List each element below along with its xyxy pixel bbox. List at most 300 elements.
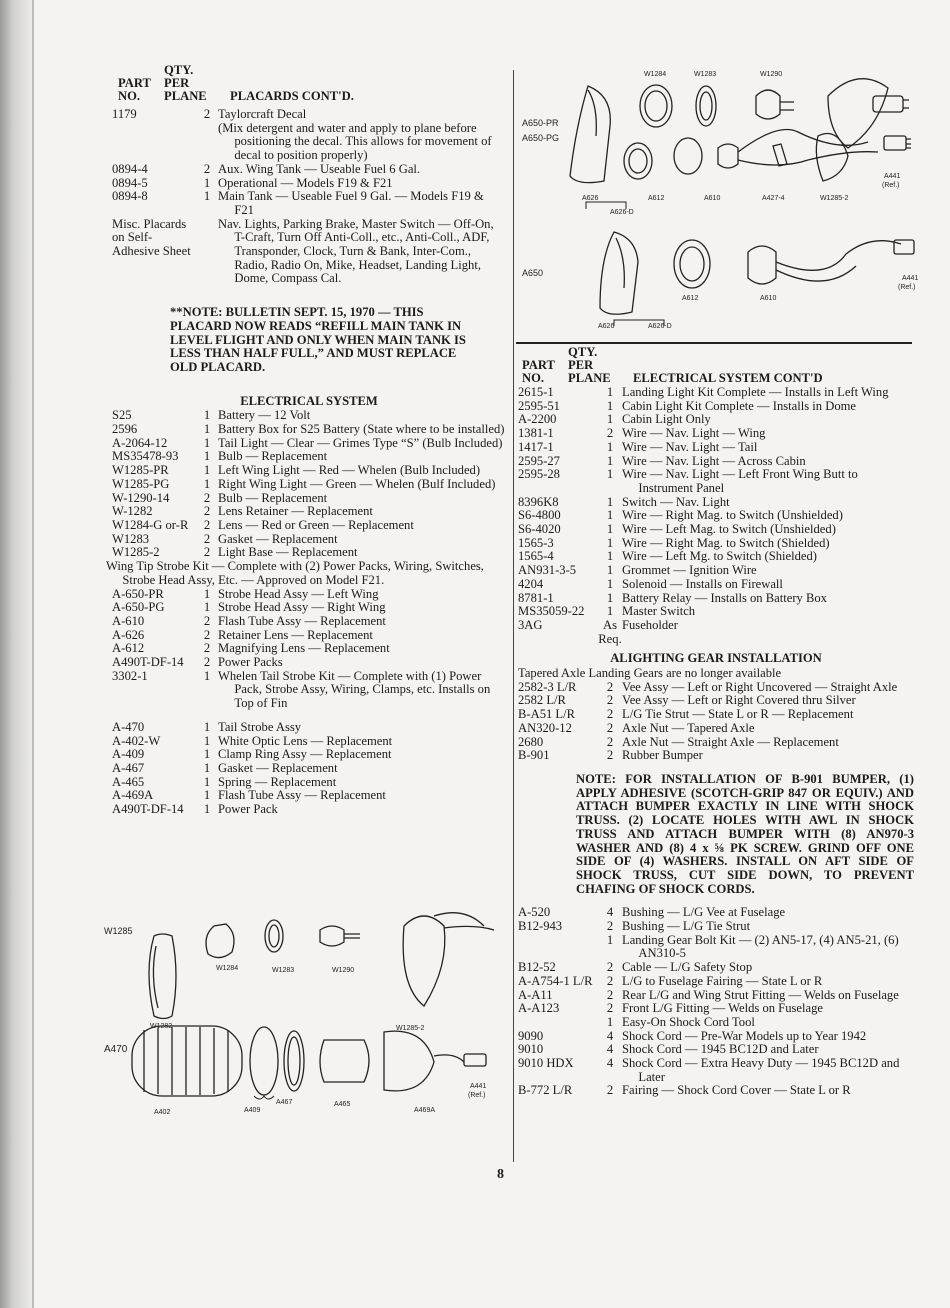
electrical-cont-list [518,386,914,646]
part-row [112,601,506,615]
strobe-head-diagram [518,222,919,336]
quantity: 1 [203,760,211,775]
part-row [112,670,506,711]
part-row [518,1030,914,1044]
bumper-note: NOTE: FOR INSTALLATION OF B-901 BUMPER, (1) APPLY ADHESIVE (SCOTCH-GRIP 847 OR EQUIV.) AND ATTACH BUMPER EXACTLY IN LINE WITH SHOCK TRUSS. (2) LOCATE HOLES WITH AWL IN SHOCK TRUSS AND ATTACH BUMPER WITH (8) AN970-3 WASHER AND (8) 4 x ⅝ PK SCREW. GRIND OFF ONE SIDE OF (4) WASHERS. INSTALL ON AFT SIDE OF SHOCK TRUSS, CUT SIDE DOWN, TO PREVENT CHAFING OF SHOCK CORDS. [576,771,914,896]
label-a427-4: A427-4 [762,195,785,202]
label-a610: A610 [704,195,721,202]
tail-list [112,721,506,817]
part-row [518,441,914,455]
part-number: 2680 [518,734,544,749]
part-row [518,619,914,646]
part-number: B12-943 [518,919,563,934]
part-row [112,642,506,656]
quantity: 4 [606,1056,614,1071]
part-description: Rubber Bumper [622,748,703,763]
label-a626: A626 [582,195,599,202]
label-ref: (Ref.) [882,182,900,189]
part-description: Rear L/G and Wing Strut Fitting — Welds on Fuselage [622,987,899,1002]
label-a612: A612 [648,195,665,202]
label-w1290: W1290 [332,967,355,974]
part-description: Lens Retainer — Replacement [218,504,373,519]
part-number: 0894-5 [112,175,148,190]
part-description: Bushing — L/G Tie Strut [622,919,751,934]
part-number: S25 [112,408,132,423]
quantity: 1 [606,385,614,399]
quantity: 1 [606,1014,614,1029]
quantity: 1 [203,774,211,789]
part-row [112,721,506,735]
label-w1285-2: W1285-2 [396,1025,425,1032]
part-row [518,496,914,510]
label-w1282: W1282 [150,1023,173,1030]
part-description: Bulb — Replacement [218,490,328,505]
quantity: 1 [606,453,614,468]
part-description: Fuseholder [622,617,678,632]
label-a402: A402 [154,1109,171,1116]
quantity: 2 [606,1001,614,1016]
part-row [518,592,914,606]
label-a465: A465 [334,1101,351,1108]
quantity: 1 [606,508,614,523]
gear-list-2 [518,906,914,1098]
part-description: Battery — 12 Volt [218,408,311,423]
part-number: A-612 [112,641,145,656]
quantity: 1 [606,412,614,427]
part-description: Landing Light Kit Complete — Installs in Left Wing [622,385,889,399]
part-description: Flash Tube Assy — Replacement [218,788,386,803]
per-header: PER [568,358,594,372]
label-a610: A610 [760,295,777,302]
part-row [112,629,506,643]
part-number: S6-4800 [518,508,561,523]
quantity: 2 [203,545,211,560]
part-description: Cable — L/G Safety Stop [622,960,753,975]
quantity: 1 [606,439,614,454]
right-column [518,346,914,1098]
part-number: A-520 [518,905,551,920]
quantity: 1 [203,422,211,437]
quantity: 2 [606,426,614,441]
part-description: Clamp Ring Assy — Replacement [218,747,392,762]
part-description: Grommet — Ignition Wire [622,563,757,578]
part-number: B-772 L/R [518,1083,573,1098]
quantity: 1 [606,604,614,619]
part-description: Cabin Light Only [622,412,711,427]
part-description: Switch — Nav. Light [622,494,730,509]
part-number: A-467 [112,760,145,775]
part-number: B-A51 L/R [518,707,576,722]
part-description: Main Tank — Useable Fuel 9 Gal. — Models F19 & F21 [218,189,484,217]
part-number: AN931-3-5 [518,563,577,578]
part-description: Flash Tube Assy — Replacement [218,613,386,628]
plane-header: PLANE [164,89,207,103]
quantity: 1 [203,175,211,190]
part-row [518,1016,914,1030]
tapered-axle-note: Tapered Axle Landing Gears are no longer available [518,666,782,681]
quantity: 1 [203,802,211,817]
part-description: Wire — Left Mag. to Switch (Unshielded) [622,522,836,537]
part-header: PART [118,76,151,90]
part-row [112,190,506,217]
right-column-header [518,346,914,386]
part-row [112,776,506,790]
part-number: 8781-1 [518,590,554,605]
electrical-title: ELECTRICAL SYSTEM [240,393,378,408]
quantity: 2 [203,655,211,670]
part-description: Power Packs [218,655,283,670]
part-description: Spring — Replacement [218,774,337,789]
quantity: 1 [606,522,614,537]
quantity: 1 [606,563,614,578]
part-description: Lens — Red or Green — Replacement [218,517,414,532]
page-number: 8 [497,1167,504,1182]
part-description: Magnifying Lens — Replacement [218,641,390,656]
label-a441: A441 [902,275,919,282]
left-column [106,63,506,817]
part-row [518,906,914,920]
part-row [112,615,506,629]
part-description: Wire — Nav. Light — Wing [622,426,766,441]
per-header: PER [164,76,190,90]
part-row [518,1084,914,1098]
quantity: 2 [203,613,211,628]
part-number: A490T-DF-14 [112,802,184,817]
part-number: A-650-PR [112,586,164,601]
part-description: Retainer Lens — Replacement [218,627,373,642]
part-number: 9090 [518,1028,544,1043]
quantity: 2 [606,973,614,988]
label-a626-d: A626-D [648,323,672,330]
part-number: 9010 [518,1042,544,1057]
quantity: 1 [606,467,614,482]
part-number: 3AG [518,617,543,632]
part-number: 1417-1 [518,439,554,454]
part-number: A-A123 [518,1001,560,1016]
part-number: 8396K8 [518,494,559,509]
quantity: 2 [606,720,614,735]
quantity: 1 [203,733,211,748]
part-row [518,564,914,578]
part-row [518,523,914,537]
left-column-header [112,64,506,104]
part-description: Tail Light — Clear — Grimes Type “S” (Bulb Included) [218,435,503,450]
quantity: 1 [203,600,211,615]
quantity: 1 [606,398,614,413]
part-row [518,961,914,975]
part-number: 2615-1 [518,385,554,399]
gear-list [518,681,914,763]
part-description: Vee Assy — Left or Right Covered thru Silver [622,693,856,708]
quantity: 2 [606,987,614,1002]
part-number: 2595-27 [518,453,560,468]
part-number: A-626 [112,627,145,642]
part-row [518,975,914,989]
quantity: 1 [606,590,614,605]
part-number: 2595-51 [518,398,560,413]
part-row [518,1043,914,1057]
label-w1284: W1284 [216,965,239,972]
part-number: 2596 [112,422,138,437]
part-row [518,681,914,695]
electrical-list [112,409,506,560]
quantity: 4 [606,1042,614,1057]
part-description: Front L/G Fitting — Welds on Fuselage [622,1001,823,1016]
part-number: 3302-1 [112,668,148,683]
qty-header: QTY. [568,345,598,359]
part-row [518,578,914,592]
quantity: 1 [606,549,614,564]
quantity: 1 [203,719,211,734]
part-row [112,437,506,451]
quantity: 2 [606,707,614,722]
part-row [112,803,506,817]
section-title: ELECTRICAL SYSTEM CONT'D [633,371,823,385]
part-description: Wire — Nav. Light — Tail [622,439,758,454]
part-number: W1285-PG [112,476,170,491]
part-number: Misc. Placards on Self-Adhesive Sheet [112,216,191,259]
no-header: NO. [118,89,141,103]
part-description: Vee Assy — Left or Right Uncovered — Straight Axle [622,679,898,694]
part-number: A-465 [112,774,145,789]
part-number: W-1282 [112,504,153,519]
part-row [518,550,914,564]
part-number: A-A754-1 L/R [518,973,593,988]
part-row [112,748,506,762]
part-row [112,423,506,437]
part-row [112,108,506,122]
quantity: 1 [203,788,211,803]
part-row [112,789,506,803]
part-row [518,537,914,551]
quantity: 1 [203,463,211,478]
part-row [112,546,506,560]
quantity: 2 [203,161,211,176]
quantity: 1 [203,189,211,204]
part-row [112,409,506,423]
part-row [112,492,506,506]
part-description: Solenoid — Installs on Firewall [622,576,783,591]
part-number: 1381-1 [518,426,554,441]
part-row [112,163,506,177]
part-number: B12-52 [518,960,556,975]
section-title: PLACARDS CONT'D. [230,89,354,103]
part-row [518,386,914,400]
part-number: A-2200 [518,412,557,427]
part-row [518,413,914,427]
quantity: 1 [606,535,614,550]
part-row [518,400,914,414]
quantity: 2 [606,679,614,694]
quantity: 1 [203,668,211,683]
label-ref: (Ref.) [898,284,916,291]
part-description: Fairing — Shock Cord Cover — State L or R [622,1083,851,1098]
label-a626: A626 [598,323,615,330]
part-description: Light Base — Replacement [218,545,358,560]
quantity: 2 [203,517,211,532]
part-row [518,694,914,708]
label-w1283: W1283 [694,71,717,78]
part-row [112,450,506,464]
part-description: Shock Cord — 1945 BC12D and Later [622,1042,819,1057]
quantity: 2 [203,641,211,656]
section-rule [516,342,912,344]
quantity: 1 [203,408,211,423]
part-row [112,533,506,547]
part-description: Strobe Head Assy — Right Wing [218,600,386,615]
part-row [518,455,914,469]
wing-tip-kit: Wing Tip Strobe Kit — Complete with (2) Power Packs, Wiring, Switches, Strobe Head Assy, Etc. — Approved on Model F21. [106,559,484,587]
part-number: 2595-28 [518,467,560,482]
no-header: NO. [522,371,545,385]
quantity: 1 [203,747,211,762]
part-row [112,505,506,519]
part-number: 9010 HDX [518,1056,574,1071]
part-number: 0894-8 [112,189,148,204]
label-w1290: W1290 [760,71,783,78]
part-row [518,509,914,523]
part-number: 1179 [112,107,137,121]
quantity: 2 [606,919,614,934]
quantity: As Req. [598,617,622,646]
label-w1284: W1284 [644,71,667,78]
part-number: A-470 [112,719,145,734]
part-description: Axle Nut — Tapered Axle [622,720,755,735]
label-a650-pr: A650-PR [522,118,559,128]
part-number: 4204 [518,576,544,591]
part-number: AN320-12 [518,720,572,735]
part-row [518,920,914,934]
column-divider [513,70,514,1162]
quantity: 4 [606,905,614,920]
label-a650-pg: A650-PG [522,133,560,143]
part-description: Aux. Wing Tank — Useable Fuel 6 Gal. [218,161,421,176]
part-row [112,478,506,492]
label-a467: A467 [276,1099,293,1106]
part-number: S6-4020 [518,522,561,537]
part-description: Bushing — L/G Vee at Fuselage [622,905,786,920]
quantity: 1 [606,932,614,947]
part-row [518,749,914,763]
part-description: Cabin Light Kit Complete — Installs in Dome [622,398,857,413]
part-number: W-1290-14 [112,490,170,505]
label-ref: (Ref.) [468,1092,486,1099]
part-number: A490T-DF-14 [112,655,184,670]
part-description: Wire — Nav. Light — Across Cabin [622,453,806,468]
part-description: Operational — Models F19 & F21 [218,175,393,190]
part-row [112,762,506,776]
part-number: A-2064-12 [112,435,168,450]
qty-header: QTY. [164,63,194,77]
part-row [518,934,914,961]
part-row [518,722,914,736]
quantity: 2 [203,107,211,121]
part-description: Bulb — Replacement [218,449,328,464]
part-number: W1283 [112,531,150,546]
alighting-title: ALIGHTING GEAR INSTALLATION [610,651,822,666]
part-description: Wire — Right Mag. to Switch (Unshielded) [622,508,843,523]
part-description: Easy-On Shock Cord Tool [622,1014,755,1029]
part-description: White Optic Lens — Replacement [218,733,393,748]
part-number: 0894-4 [112,161,148,176]
part-description: Nav. Lights, Parking Brake, Master Switch — Off-On, T-Craft, Turn Off Anti-Coll., etc., Anti-Coll., ADF, Transponder, Clock, Turn & Bank, Inter-Com., Radio, Radio On, Mike, Headset, Landing Light, Dome, Compass Cal. [218,216,494,286]
plane-header: PLANE [568,371,611,385]
part-description: Shock Cord — Extra Heavy Duty — 1945 BC12D and Later [622,1056,900,1084]
wing-light-exploded-diagram [518,66,914,216]
part-row [112,218,506,287]
part-number: W1284-G or-R [112,517,189,532]
part-row [112,177,506,191]
label-w1283: W1283 [272,967,295,974]
part-row [518,1057,914,1084]
part-row [518,989,914,1003]
quantity: 2 [606,960,614,975]
quantity: 1 [203,449,211,464]
part-row [518,736,914,750]
part-row [112,588,506,602]
part-description: Tail Strobe Assy [218,719,302,734]
placard-list [112,108,506,286]
part-description: Taylorcraft Decal [218,107,307,121]
label-a441: A441 [470,1083,487,1090]
quantity: 2 [606,734,614,749]
label-w1285: W1285 [104,926,133,936]
part-description: Master Switch [622,604,696,619]
part-row [112,122,506,163]
part-row [112,464,506,478]
part-description: Strobe Head Assy — Left Wing [218,586,379,601]
part-number: A-A11 [518,987,553,1002]
quantity: 1 [606,494,614,509]
part-header: PART [522,358,555,372]
part-row [518,708,914,722]
part-number: A-409 [112,747,145,762]
part-number: A-469A [112,788,154,803]
quantity: 1 [606,576,614,591]
part-number: A-402-W [112,733,161,748]
part-description: Wire — Nav. Light — Left Front Wing Butt to Instrument Panel [622,467,858,495]
strobe-list [112,588,506,711]
part-row [518,1002,914,1016]
quantity: 2 [203,627,211,642]
label-w1285-2: W1285-2 [820,195,849,202]
label-a469a: A469A [414,1107,436,1114]
label-a650: A650 [522,268,544,278]
part-row [518,427,914,441]
part-description: Battery Box for S25 Battery (State where to be installed) [218,422,505,437]
label-a470: A470 [104,1044,128,1055]
quantity: 2 [606,748,614,763]
part-number: A-650-PG [112,600,165,615]
quantity: 1 [203,435,211,450]
quantity: 2 [606,693,614,708]
part-row [518,468,914,495]
part-number: MS35478-93 [112,449,179,464]
part-description: Right Wing Light — Green — Whelen (Bulf Included) [218,476,496,491]
part-number: A-610 [112,613,145,628]
part-description: Shock Cord — Pre-War Models up to Year 1942 [622,1028,867,1043]
part-number: 2582-3 L/R [518,679,577,694]
part-row [112,735,506,749]
bulletin-note: **NOTE: BULLETIN SEPT. 15, 1970 — THIS PLACARD NOW READS “REFILL MAIN TANK IN LEVEL FLIGHT AND ONLY WHEN MAIN TANK IS LESS THAN HALF FULL,” AND MUST REPLACE OLD PLACARD. [170,305,466,374]
part-description: Gasket — Replacement [218,760,338,775]
part-number: W1285-2 [112,545,160,560]
quantity: 2 [203,531,211,546]
part-description: (Mix detergent and water and apply to plane before positioning the decal. This allows for movement of decal to position properly) [218,120,492,163]
quantity: 1 [203,476,211,491]
part-description: Whelen Tail Strobe Kit — Complete with (1) Power Pack, Strobe Assy, Wiring, Clamps, etc. Installs on Top of Fin [218,668,491,711]
label-a612: A612 [682,295,699,302]
